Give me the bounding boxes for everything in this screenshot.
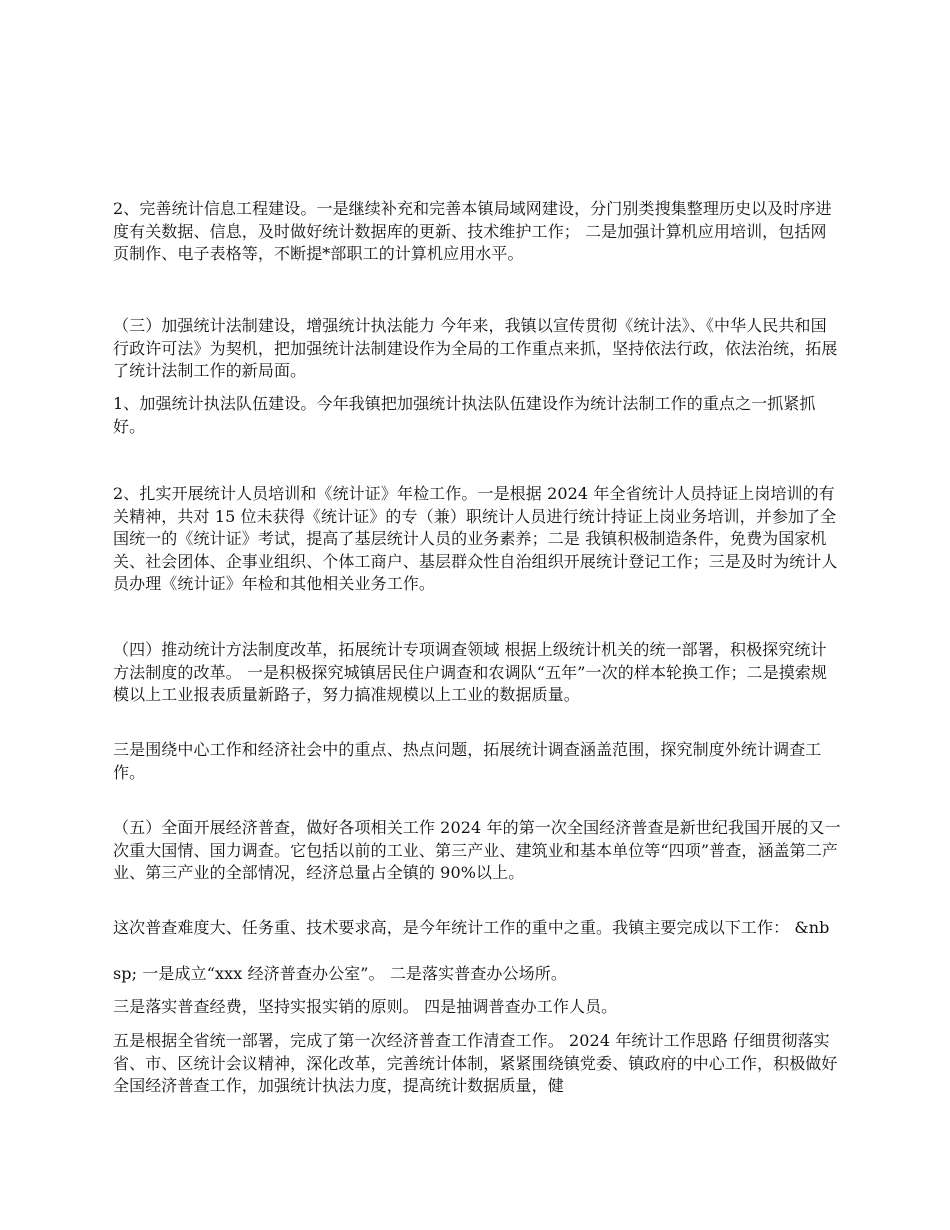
paragraph-survey-scope: 三是围绕中心工作和经济社会中的重点、热点问题，拓展统计调查涵盖范围，探究制度外统计调查工作。 bbox=[113, 740, 822, 782]
paragraph-work-plan: 五是根据全省统一部署，完成了第一次经济普查工作清查工作。 2024 年统计工作思路 仔细贯彻落实省、市、区统计会议精神，深化改革，完善统计体制，紧紧围绕镇党委、镇政府的中心工作，积极做好全国经济普查工作，加强统计执法力度，提高统计数据质量，健 bbox=[113, 1031, 838, 1096]
paragraph-section-five-heading: （五）全面开展经济普查，做好各项相关工作 2024 年的第一次全国经济普查是新世纪我国开展的又一次重大国情、国力调查。它包括以前的工业、第三产业、建筑业和基本单位等“四项”普查，涵盖第二产业、第三产业的全部情况，经济总量占全镇的 90%以上。 bbox=[113, 818, 841, 883]
paragraph-census-funding: 三是落实普查经费，坚持实报实销的原则。 四是抽调普查办工作人员。 bbox=[113, 997, 618, 1016]
paragraph-section-four-heading: （四）推动统计方法制度改革，拓展统计专项调查领域 根据上级统计机关的统一部署，积极探究统计方法制度的改革。 一是积极探究城镇居民住户调查和农调队“五年”一次的样本轮换工作；二是摸索规模以上工业报表质量新路子，努力搞准规模以上工业的数据质量。 bbox=[113, 640, 828, 705]
paragraph-census-office: sp; 一是成立“xxx 经济普查办公室”。 二是落实普查办公场所。 bbox=[113, 964, 567, 983]
paragraph-enforcement-team: 1、加强统计执法队伍建设。今年我镇把加强统计执法队伍建设作为统计法制工作的重点之一抓紧抓好。 bbox=[113, 394, 816, 436]
paragraph-info-engineering: 2、完善统计信息工程建设。一是继续补充和完善本镇局域网建设，分门别类搜集整理历史以及时序进度有关数据、信息，及时做好统计数据库的更新、技术维护工作； 二是加强计算机应用培训，包括网页制作、电子表格等，不断提*部职工的计算机应用水平。 bbox=[113, 199, 832, 264]
paragraph-staff-training: 2、扎实开展统计人员培训和《统计证》年检工作。一是根据 2024 年全省统计人员持证上岗培训的有关精神，共对 15 位未获得《统计证》的专（兼）职统计人员进行统计持证上岗业务培训，并参加了全国统一的《统计证》考试，提高了基层统计人员的业务素养；二是 我镇积极制造条件，免费为国家机关、社会团体、企事业组织、个体工商户、基层群众性自治组织开展统计登记工作；三是及时为统计人员办理《统计证》年检和其他相关业务工作。 bbox=[113, 484, 838, 594]
paragraph-census-tasks: 这次普查难度大、任务重、技术要求高，是今年统计工作的重中之重。我镇主要完成以下工作： &nb bbox=[113, 918, 830, 937]
paragraph-section-three-heading: （三）加强统计法制建设，增强统计执法能力 今年来，我镇以宣传贯彻《统计法》、《中华人民共和国行政许可法》为契机，把加强统计法制建设作为全局的工作重点来抓，坚持依法行政，依法治统，拓展了统计法制工作的新局面。 bbox=[113, 316, 838, 381]
